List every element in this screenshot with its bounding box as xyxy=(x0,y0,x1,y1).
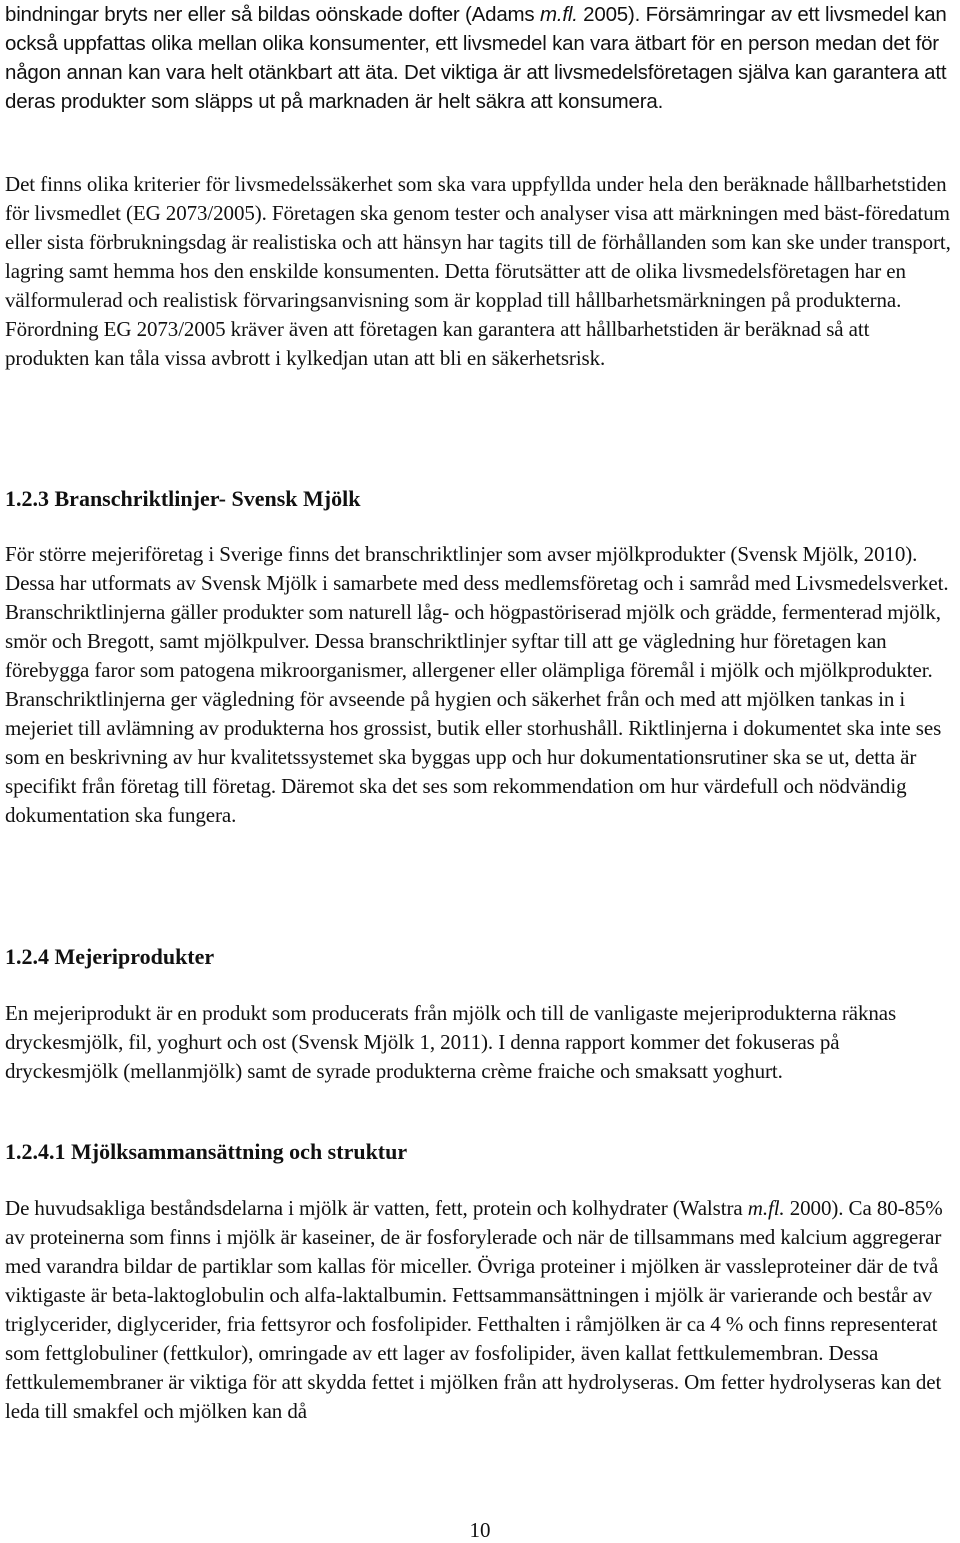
page-number: 10 xyxy=(469,1518,491,1542)
paragraph-mjolksammansattning xyxy=(5,1194,953,1426)
paragraph-food-safety-criteria xyxy=(5,170,953,373)
section-heading-mejeriprodukter: 1.2.4 Mejeriprodukter xyxy=(5,944,215,969)
paragraph-mejeriprodukter xyxy=(5,999,953,1086)
paragraph-text: bindningar bryts ner eller så bildas oönskade dofter (Adams xyxy=(5,3,540,26)
paragraph-text: De huvudsakliga beståndsdelarna i mjölk är vatten, fett, protein och kolhydrater (Walstra xyxy=(5,1196,748,1220)
paragraph-text: En mejeriprodukt är en produkt som producerats från mjölk och till de vanligaste mejeriprodukterna räknas dryckesmjölk, fil, yoghurt och ost (Svensk Mjölk 1, 2011). I denna rapport kommer det fokuseras på dryckesmjölk (mellanmjölk) samt de syrade produkterna crème fraiche och smaksatt yoghurt. xyxy=(5,1001,897,1083)
italic-citation: m.fl. xyxy=(747,1196,785,1220)
section-heading-branschriktlinjer: 1.2.3 Branschriktlinjer- Svensk Mjölk xyxy=(5,486,361,511)
paragraph-text: 2000). Ca 80-85% av proteinerna som finns i mjölk är kaseiner, de är fosforylerade och när de tillsammans med kalcium aggregerar med varandra bildar de partiklar som kallas för miceller. Övriga proteiner i mjölken är vassleproteiner där de två viktigaste är beta-laktoglobulin och alfa-laktalbumin. Fettsammansättningen i mjölk är varierande och består av triglycerider, diglycerider, fria fettsyror och fosfolipider. Fetthalten i råmjölken är ca 4 % och finns representerat som fettglobuliner (fettkulor), omringade av ett lager av fosfolipider, även kallat fettkulemembran. Dessa fettkulemembraner är viktiga för att skydda fettet i mjölken från att hydrolyseras. Om fetter hydrolyseras kan det leda till smakfel och mjölken kan då xyxy=(5,1196,943,1423)
italic-citation: m.fl. xyxy=(539,3,578,26)
paragraph-text: 2005). Försämringar av ett livsmedel kan också uppfattas olika mellan olika konsumenter, ett livsmedel kan vara ätbart för en person medan det för någon annan kan vara helt otänkbart att äta. Det viktiga är att livsmedelsföretagen själva kan garantera att deras produkter som släpps ut på marknaden är helt säkra att konsumera. xyxy=(5,3,947,113)
paragraph-branschriktlinjer xyxy=(5,540,953,830)
paragraph-text: För större mejeriföretag i Sverige finns det branschriktlinjer som avser mjölkprodukter (Svensk Mjölk, 2010). Dessa har utformats av Svensk Mjölk i samarbete med dess medlemsföretag och i samråd med Livsmedelsverket. Branschriktlinjerna gäller produkter som naturell låg- och högpastöriserad mjölk och grädde, fermenterad mjölk, smör och Bregott, samt mjölkpulver. Dessa branschriktlinjer syftar till att ge vägledning hur företagen kan förebygga faror som patogena mikroorganismer, allergener eller olämpliga föremål i mjölk och mjölkprodukter. Branschriktlinjerna ger vägledning för avseende på hygien och säkerhet från och med att mjölken tankas in i mejeriet till avlämning av produkterna hos grossist, butik eller storhushåll. Riktlinjerna i dokumentet ska inte ses som en beskrivning av hur kvalitetssystemet ska byggas upp och hur dokumentationsrutiner ska se ut, detta är specifikt från företag till företag. Däremot ska det ses som rekommendation om hur värdefull och nödvändig dokumentation ska fungera. xyxy=(5,542,949,827)
paragraph-spoilage xyxy=(5,0,953,116)
section-heading-mjolksammansattning: 1.2.4.1 Mjölksammansättning och struktur xyxy=(5,1139,408,1164)
paragraph-text: Det finns olika kriterier för livsmedelssäkerhet som ska vara uppfyllda under hela den beräknade hållbarhetstiden för livsmedlet (EG 2073/2005). Företagen ska genom tester och analyser visa att märkningen med bäst-föredatum eller sista förbrukningsdag är realistiska och att hänsyn har tagits till de förhållanden som kan ske under transport, lagring samt hemma hos den enskilde konsumenten. Detta förutsätter att de olika livsmedelsföretagen har en välformulerad och realistisk förvaringsanvisning som är kopplad till hållbarhetsmärkningen på produkterna. Förordning EG 2073/2005 kräver även att företagen kan garantera att hållbarhetstiden är beräknad så att produkten kan tåla vissa avbrott i kylkedjan utan att bli en säkerhetsrisk. xyxy=(5,172,951,370)
